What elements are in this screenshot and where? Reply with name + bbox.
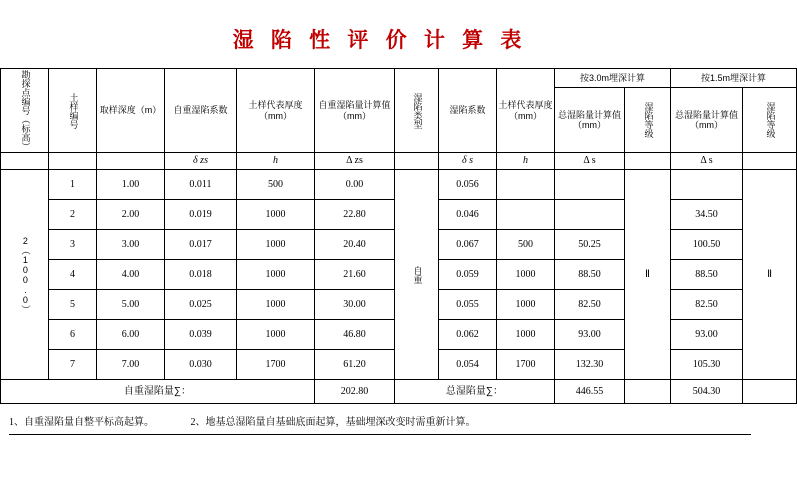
th-sample-no	[49, 69, 97, 153]
cell-delta-zs: 21.60	[315, 260, 395, 290]
cell-self-coefficient: 0.030	[165, 350, 237, 380]
cell-delta-s-3m: 50.25	[555, 230, 625, 260]
cell-delta-s-15m: 34.50	[671, 200, 743, 230]
th-group-3m: 按3.0m埋深计算	[555, 69, 671, 88]
th-borehole	[1, 69, 49, 153]
cell-h-total: 1700	[497, 350, 555, 380]
sym-blank-5	[625, 153, 671, 170]
sym-delta-s-3m: Δ s	[555, 153, 625, 170]
note-2: 2、地基总湿陷量自基础底面起算，基础埋深改变时需重新计算。	[190, 417, 476, 428]
summary-blank-grade-3m	[625, 380, 671, 404]
cell-h-self: 1000	[237, 200, 315, 230]
cell-grade-3m: Ⅱ	[625, 170, 671, 380]
cell-sample-no: 6	[49, 320, 97, 350]
th-collapse-coefficient: 湿陷系数	[439, 69, 497, 153]
table-symbol-row	[1, 153, 797, 170]
calculation-table	[0, 68, 797, 404]
cell-sample-no: 3	[49, 230, 97, 260]
sym-self-coefficient: δ zs	[165, 153, 237, 170]
cell-depth: 4.00	[97, 260, 165, 290]
cell-h-self: 1000	[237, 260, 315, 290]
cell-h-total	[497, 170, 555, 200]
cell-h-self: 1000	[237, 230, 315, 260]
cell-h-total: 1000	[497, 260, 555, 290]
cell-delta-s-15m: 88.50	[671, 260, 743, 290]
th-grade-3m-label: 湿陷等级	[643, 102, 654, 138]
th-layer-thickness-self: 土样代表厚度（mm）	[237, 69, 315, 153]
table-header-row-1	[1, 69, 797, 88]
cell-h-total	[497, 200, 555, 230]
th-grade-3m	[625, 88, 671, 153]
cell-delta-s-3m: 82.50	[555, 290, 625, 320]
cell-delta-s-3m: 88.50	[555, 260, 625, 290]
cell-self-coefficient: 0.018	[165, 260, 237, 290]
notes-section	[9, 404, 751, 428]
value-self-collapse-sum: 202.80	[315, 380, 395, 404]
cell-delta-s-3m	[555, 170, 625, 200]
th-grade-15m-label: 湿陷等级	[765, 102, 776, 138]
cell-self-coefficient: 0.017	[165, 230, 237, 260]
value-total-collapse-sum-15m: 504.30	[671, 380, 743, 404]
th-layer-thickness-total: 土样代表厚度（mm）	[497, 69, 555, 153]
cell-delta-zs: 20.40	[315, 230, 395, 260]
sym-delta-zs: Δ zs	[315, 153, 395, 170]
th-sample-no-label: 土样编号	[68, 92, 79, 129]
label-total-collapse-sum: 总湿陷量∑：	[395, 380, 555, 404]
cell-h-total: 1000	[497, 320, 555, 350]
cell-h-self: 1700	[237, 350, 315, 380]
cell-borehole-id	[1, 170, 49, 380]
page-title: 湿 陷 性 评 价 计 算 表	[232, 28, 528, 52]
cell-collapse-coefficient: 0.055	[439, 290, 497, 320]
cell-delta-s-3m: 93.00	[555, 320, 625, 350]
cell-h-self: 1000	[237, 290, 315, 320]
cell-depth: 3.00	[97, 230, 165, 260]
cell-collapse-coefficient: 0.059	[439, 260, 497, 290]
sym-collapse-coefficient: δ s	[439, 153, 497, 170]
sym-blank-4	[395, 153, 439, 170]
sym-blank-6	[743, 153, 797, 170]
cell-sample-no: 2	[49, 200, 97, 230]
th-total-collapse-15m: 总湿陷量计算值（mm）	[671, 88, 743, 153]
cell-depth: 1.00	[97, 170, 165, 200]
cell-delta-zs: 22.80	[315, 200, 395, 230]
cell-delta-s-3m: 132.30	[555, 350, 625, 380]
cell-delta-zs: 46.80	[315, 320, 395, 350]
borehole-id-label: 2（100.0）	[20, 235, 31, 314]
cell-h-total: 1000	[497, 290, 555, 320]
sym-blank-3	[97, 153, 165, 170]
cell-collapse-coefficient: 0.067	[439, 230, 497, 260]
cell-grade-15m: Ⅱ	[743, 170, 797, 380]
cell-h-self: 1000	[237, 320, 315, 350]
cell-sample-no: 1	[49, 170, 97, 200]
cell-collapse-coefficient: 0.046	[439, 200, 497, 230]
cell-depth: 5.00	[97, 290, 165, 320]
cell-h-self: 500	[237, 170, 315, 200]
cell-depth: 2.00	[97, 200, 165, 230]
label-self-collapse-sum: 自重湿陷量∑：	[1, 380, 315, 404]
cell-delta-s-3m	[555, 200, 625, 230]
cell-h-total: 500	[497, 230, 555, 260]
sym-h-self: h	[237, 153, 315, 170]
collapse-type-label: 自重	[412, 265, 423, 284]
cell-delta-s-15m: 82.50	[671, 290, 743, 320]
cell-sample-no: 7	[49, 350, 97, 380]
cell-depth: 7.00	[97, 350, 165, 380]
cell-self-coefficient: 0.019	[165, 200, 237, 230]
summary-blank-grade-15m	[743, 380, 797, 404]
cell-collapse-coefficient: 0.054	[439, 350, 497, 380]
cell-self-coefficient: 0.025	[165, 290, 237, 320]
table-summary-row	[1, 380, 797, 404]
th-sample-depth: 取样深度（m）	[97, 69, 165, 153]
sym-delta-s-15m: Δ s	[671, 153, 743, 170]
cell-depth: 6.00	[97, 320, 165, 350]
cell-sample-no: 4	[49, 260, 97, 290]
cell-delta-zs: 0.00	[315, 170, 395, 200]
cell-delta-s-15m: 93.00	[671, 320, 743, 350]
sym-h-total: h	[497, 153, 555, 170]
th-total-collapse-3m: 总湿陷量计算值（mm）	[555, 88, 625, 153]
cell-delta-s-15m: 105.30	[671, 350, 743, 380]
th-collapse-type-label: 湿陷类型	[412, 92, 423, 129]
th-self-collapse-value: 自重湿陷量计算值（mm）	[315, 69, 395, 153]
cell-sample-no: 5	[49, 290, 97, 320]
cell-collapse-type	[395, 170, 439, 380]
th-self-coefficient: 自重湿陷系数	[165, 69, 237, 153]
cell-self-coefficient: 0.011	[165, 170, 237, 200]
note-1: 1、自重湿陷量自整平标高起算。	[9, 417, 154, 428]
bottom-divider	[9, 434, 751, 435]
cell-delta-zs: 61.20	[315, 350, 395, 380]
cell-delta-s-15m: 100.50	[671, 230, 743, 260]
th-group-15m: 按1.5m埋深计算	[671, 69, 797, 88]
cell-delta-zs: 30.00	[315, 290, 395, 320]
th-borehole-label: 勘探点编号（标高）	[20, 70, 31, 151]
table-row	[1, 170, 797, 200]
sym-blank-2	[49, 153, 97, 170]
cell-self-coefficient: 0.039	[165, 320, 237, 350]
cell-delta-s-15m	[671, 170, 743, 200]
th-grade-15m	[743, 88, 797, 153]
cell-collapse-coefficient: 0.056	[439, 170, 497, 200]
cell-collapse-coefficient: 0.062	[439, 320, 497, 350]
value-total-collapse-sum-3m: 446.55	[555, 380, 625, 404]
sym-blank-1	[1, 153, 49, 170]
th-collapse-type	[395, 69, 439, 153]
